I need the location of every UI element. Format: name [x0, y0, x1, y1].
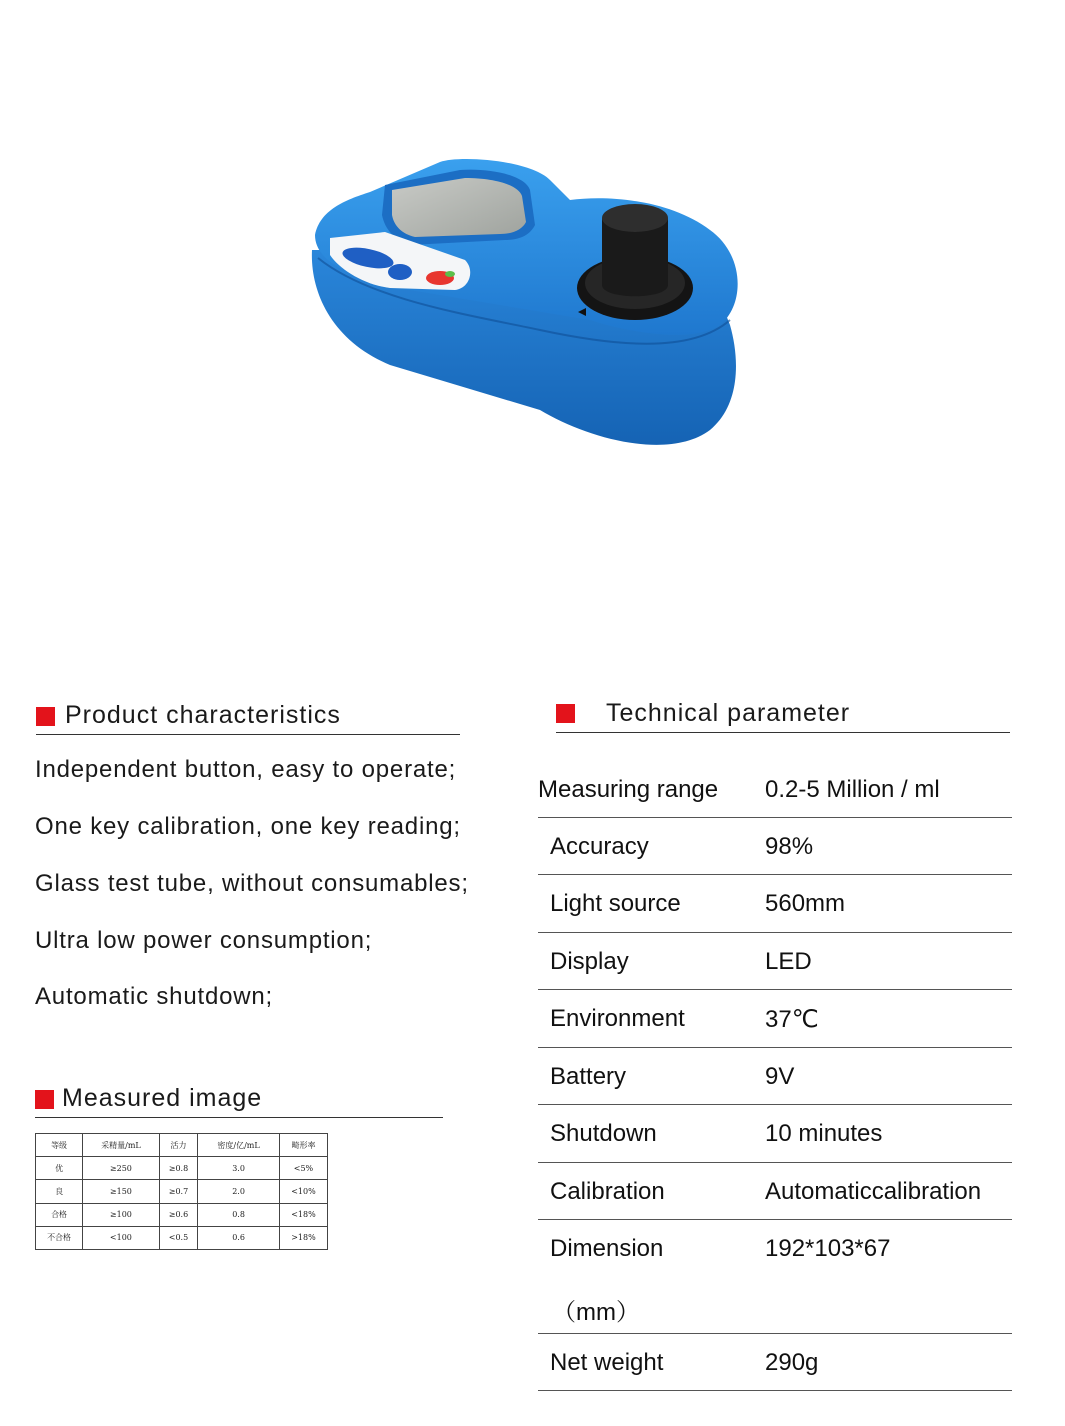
param-value: 9V	[765, 1063, 795, 1090]
row-divider	[538, 1104, 1012, 1105]
table-cell: ≥0.8	[159, 1157, 198, 1180]
table-header-cell: 密度/亿/mL	[198, 1134, 280, 1157]
table-cell: 3.0	[198, 1157, 280, 1180]
table-cell: 良	[36, 1180, 83, 1203]
table-header-cell: 采精量/mL	[83, 1134, 160, 1157]
table-cell: 合格	[36, 1203, 83, 1226]
feature-item: Automatic shutdown;	[35, 983, 273, 1010]
param-value: 37℃	[765, 1006, 819, 1033]
header-divider	[36, 734, 460, 735]
param-value: 0.2-5 Million / ml	[765, 776, 940, 803]
row-divider	[538, 874, 1012, 875]
table-cell: ≥250	[83, 1157, 160, 1180]
row-divider	[538, 817, 1012, 818]
table-cell: <10%	[279, 1180, 327, 1203]
row-divider	[538, 1219, 1012, 1220]
table-cell: ≥150	[83, 1180, 160, 1203]
section-title: Product characteristics	[65, 701, 341, 729]
table-cell: 0.8	[198, 1203, 280, 1226]
param-value: LED	[765, 948, 812, 975]
table-cell: <5%	[279, 1157, 327, 1180]
row-divider	[538, 1047, 1012, 1048]
param-label: Battery	[550, 1063, 627, 1090]
measured-table	[35, 1133, 328, 1250]
table-cell: 不合格	[36, 1226, 83, 1249]
param-label-unit: （mm）	[552, 1299, 640, 1326]
param-label: Dimension	[550, 1235, 664, 1262]
feature-item: Independent button, easy to operate;	[35, 756, 457, 783]
header-divider	[556, 732, 1010, 733]
param-label: Environment	[550, 1005, 685, 1032]
row-divider	[538, 1162, 1012, 1163]
table-header-cell: 活力	[159, 1134, 198, 1157]
param-value: 98%	[765, 833, 814, 860]
table-cell: 0.6	[198, 1226, 280, 1249]
param-value: Automaticcalibration	[765, 1178, 982, 1205]
product-photo	[290, 140, 760, 470]
table-cell: <100	[83, 1226, 160, 1249]
table-row	[36, 1157, 328, 1180]
param-value: 290g	[765, 1349, 819, 1376]
param-label: Shutdown	[550, 1120, 657, 1147]
section-title: Technical parameter	[606, 699, 851, 727]
table-header-cell: 等级	[36, 1134, 83, 1157]
feature-item: One key calibration, one key reading;	[35, 813, 461, 840]
row-divider	[538, 1333, 1012, 1334]
red-square-icon	[36, 707, 55, 726]
header-divider	[35, 1117, 443, 1118]
feature-item: Glass test tube, without consumables;	[35, 870, 469, 897]
table-row	[36, 1226, 328, 1249]
technical-parameter-header	[556, 699, 1010, 733]
param-label: Calibration	[550, 1178, 665, 1205]
table-cell: 优	[36, 1157, 83, 1180]
param-value: 560mm	[765, 890, 846, 917]
table-cell: >18%	[279, 1226, 327, 1249]
param-label: Accuracy	[550, 833, 649, 860]
feature-item: Ultra low power consumption;	[35, 927, 373, 954]
row-divider	[538, 1390, 1012, 1391]
table-cell: ≥0.6	[159, 1203, 198, 1226]
row-divider	[538, 989, 1012, 990]
table-row	[36, 1180, 328, 1203]
red-square-icon	[35, 1090, 54, 1109]
table-cell: <18%	[279, 1203, 327, 1226]
param-label: Net weight	[550, 1349, 664, 1376]
param-label: Measuring range	[538, 776, 719, 803]
measured-image-header	[35, 1084, 443, 1118]
row-divider	[538, 932, 1012, 933]
param-value: 10 minutes	[765, 1120, 883, 1147]
table-cell: <0.5	[159, 1226, 198, 1249]
section-title: Measured image	[62, 1084, 263, 1112]
param-label: Light source	[550, 890, 681, 917]
table-cell: 2.0	[198, 1180, 280, 1203]
table-row	[36, 1203, 328, 1226]
table-header-cell: 畸形率	[279, 1134, 327, 1157]
param-value: 192*103*67	[765, 1235, 891, 1262]
red-square-icon	[556, 704, 575, 723]
table-cell: ≥100	[83, 1203, 160, 1226]
table-cell: ≥0.7	[159, 1180, 198, 1203]
param-label: Display	[550, 948, 629, 975]
table-header-row	[36, 1134, 328, 1157]
product-characteristics-header	[36, 701, 460, 735]
